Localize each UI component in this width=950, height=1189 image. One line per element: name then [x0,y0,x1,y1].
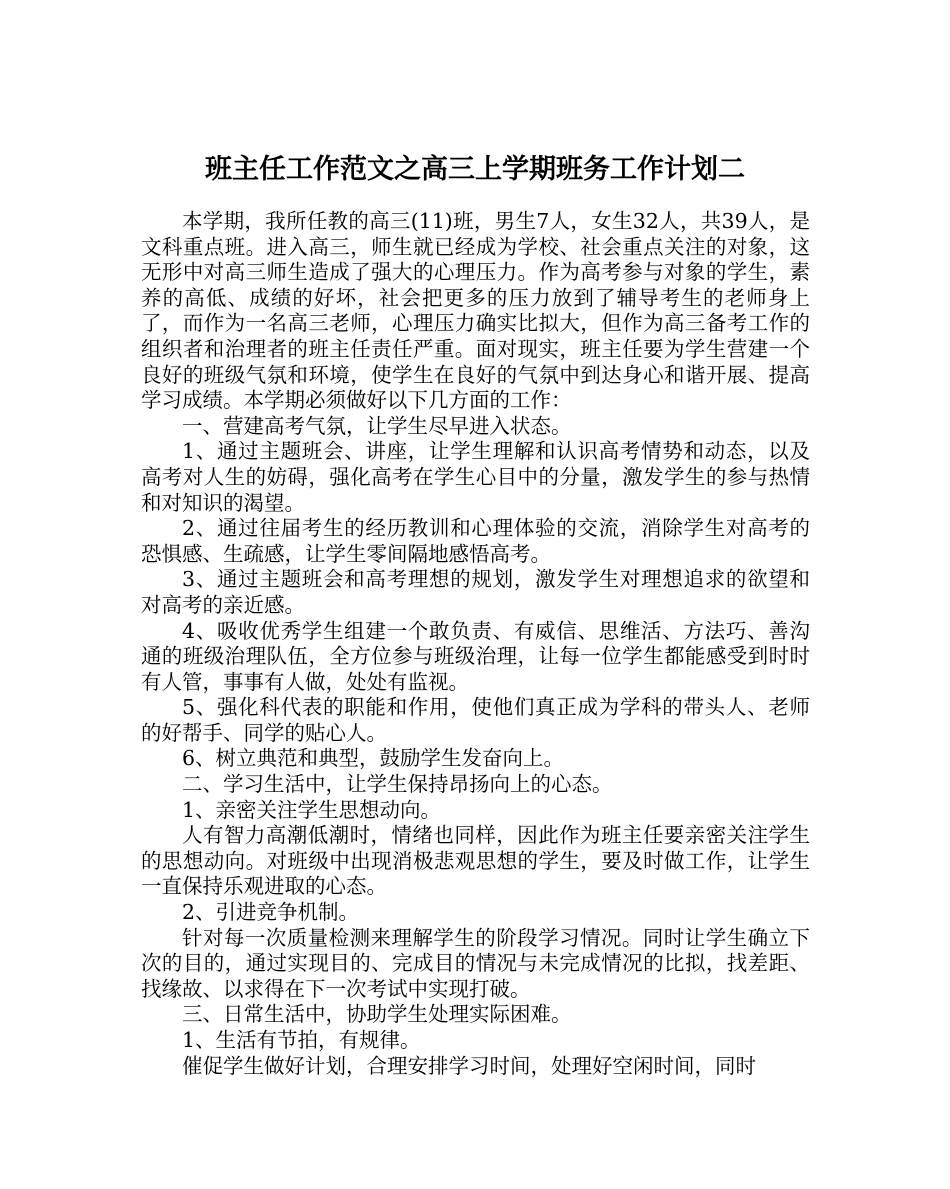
section-heading-2: 二、学习生活中，让学生保持昂扬向上的心态。 [182,772,613,797]
paragraph-text: 针对每一次质量检测来理解学生的阶段学习情况。同时让学生确立下次的目的，通过实现目的、完成目的情况与未完成情况的比拟，找差距、找缘故、以求得在下一次考试中实现打破。 [141,925,810,1001]
paragraph-item: 2、通过往届考生的经历教训和心理体验的交流，消除学生对高考的恐惧感、生疏感，让学生零间隔地感悟高考。 [141,516,810,566]
paragraph-item: 5、强化科代表的职能和作用，使他们真正成为学科的带头人、老师的好帮手、同学的贴心人。 [141,695,810,745]
section-heading-1: 一、营建高考气氛，让学生尽早进入状态。 [182,413,572,438]
paragraph-text: 催促学生做好计划，合理安排学习时间，处理好空闲时间，同时 [182,1053,756,1078]
subheading: 1、生活有节拍，有规律。 [182,1028,421,1052]
document-body [141,209,810,1079]
section-heading-3: 三、日常生活中，协助学生处理实际困难。 [182,1002,572,1027]
subheading: 2、引进竞争机制。 [182,900,360,925]
paragraph-item: 4、吸收优秀学生组建一个敢负责、有威信、思维活、方法巧、善沟通的班级治理队伍，全方位参与班级治理，让每一位学生都能感受到时时有人管，事事有人做，处处有监视。 [141,618,810,694]
paragraph-item: 6、树立典范和典型，鼓励学生发奋向上。 [182,746,565,771]
paragraph-intro: 本学期，我所任教的高三(11)班，男生7人，女生32人，共39人，是文科重点班。进入高三，师生就已经成为学校、社会重点关注的对象，这无形中对高三师生造成了强大的心理压力。作为高考参与对象的学生，素养的高低、成绩的好坏，社会把更多的压力放到了辅导考生的老师身上了，而作为一名高三老师，心理压力确实比拟大，但作为高三备考工作的组织者和治理者的班主任责任严重。面对现实，班主任要为学生营建一个良好的班级气氛和环境，使学生在良好的气氛中到达身心和谐开展、提高学习成绩。本学期必须做好以下几方面的工作： [141,209,810,413]
paragraph-item: 1、通过主题班会、讲座，让学生理解和认识高考情势和动态，以及高考对人生的妨碍，强化高考在学生心目中的分量，激发学生的参与热情和对知识的渴望。 [141,439,810,515]
paragraph-text: 人有智力高潮低潮时，情绪也同样，因此作为班主任要亲密关注学生的思想动向。对班级中出现消极悲观思想的学生，要及时做工作，让学生一直保持乐观进取的心态。 [141,823,810,899]
document-title: 班主任工作范文之高三上学期班务工作计划二 [205,154,745,186]
paragraph-item: 3、通过主题班会和高考理想的规划，激发学生对理想追求的欲望和对高考的亲近感。 [141,567,810,617]
subheading: 1、亲密关注学生思想动向。 [182,797,442,822]
